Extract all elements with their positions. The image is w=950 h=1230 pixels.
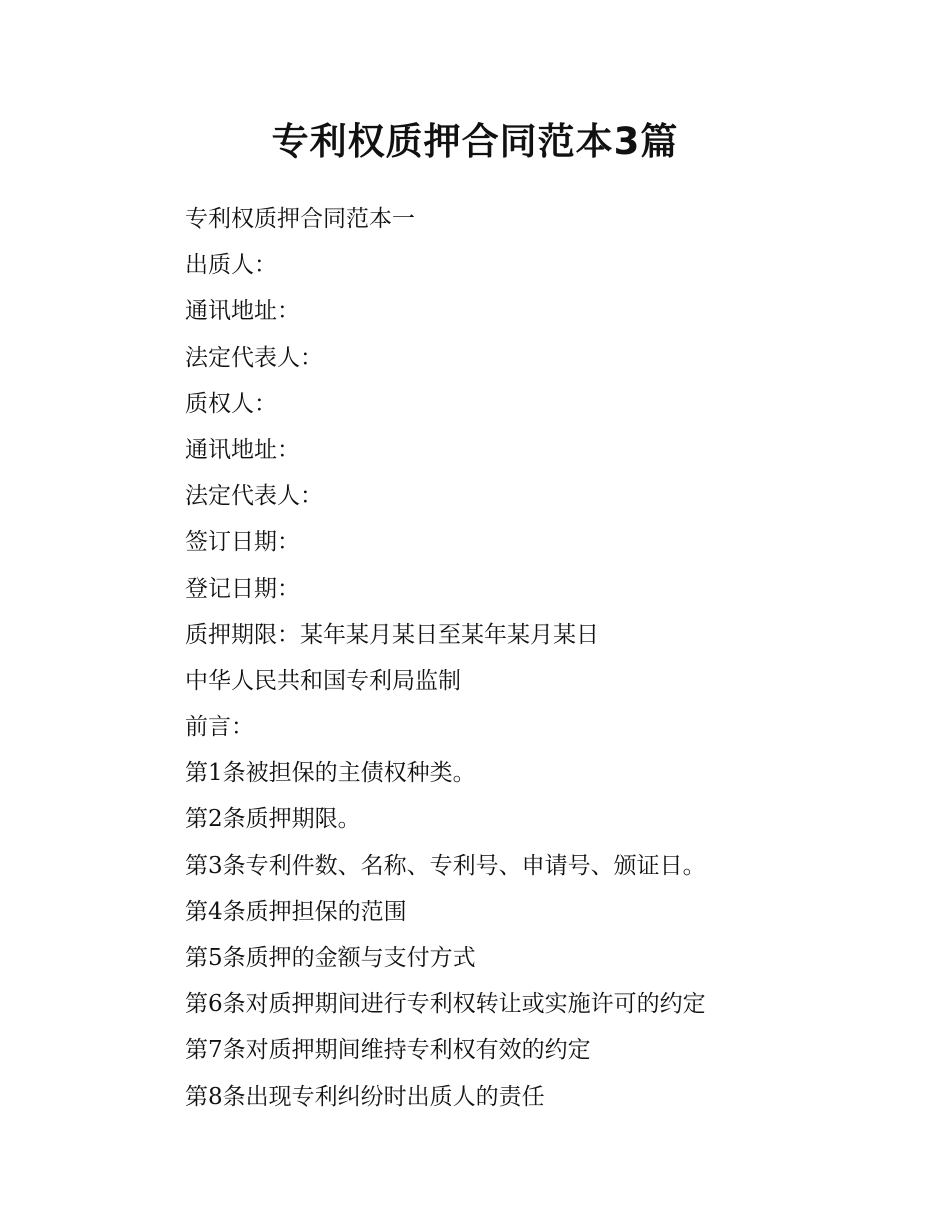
pledge-term-field: 质押期限：某年某月某日至某年某月某日	[185, 621, 599, 648]
article-line: 第8条出现专利纠纷时出质人的责任	[185, 1083, 545, 1110]
article-line: 第4条质押担保的范围	[185, 898, 407, 925]
preface-label: 前言：	[185, 714, 254, 741]
article-line: 第2条质押期限。	[185, 806, 361, 833]
article-line: 第6条对质押期间进行专利权转让或实施许可的约定	[185, 991, 706, 1018]
signing-date-field: 签订日期：	[185, 529, 300, 556]
article-line: 第5条质押的金额与支付方式	[185, 945, 476, 971]
article-line: 第7条对质押期间维持专利权有效的约定	[185, 1037, 591, 1064]
section-heading: 专利权质押合同范本一	[185, 206, 415, 232]
pledgee-legal-rep-field: 法定代表人：	[185, 483, 323, 510]
pledgee-field: 质权人：	[185, 390, 277, 417]
pledgor-address-field: 通讯地址：	[185, 298, 300, 325]
pledgee-address-field: 通讯地址：	[185, 436, 300, 463]
article-line: 第3条专利件数、名称、专利号、申请号、颁证日。	[185, 852, 706, 879]
pledgor-field: 出质人：	[185, 252, 277, 279]
pledgor-legal-rep-field: 法定代表人：	[185, 344, 323, 371]
registration-date-field: 登记日期：	[185, 575, 300, 602]
article-line: 第1条被担保的主债权种类。	[185, 760, 476, 787]
document-title: 专利权质押合同范本3篇	[271, 120, 679, 163]
document-body	[185, 196, 885, 1120]
supervisor-line: 中华人民共和国专利局监制	[185, 667, 461, 694]
